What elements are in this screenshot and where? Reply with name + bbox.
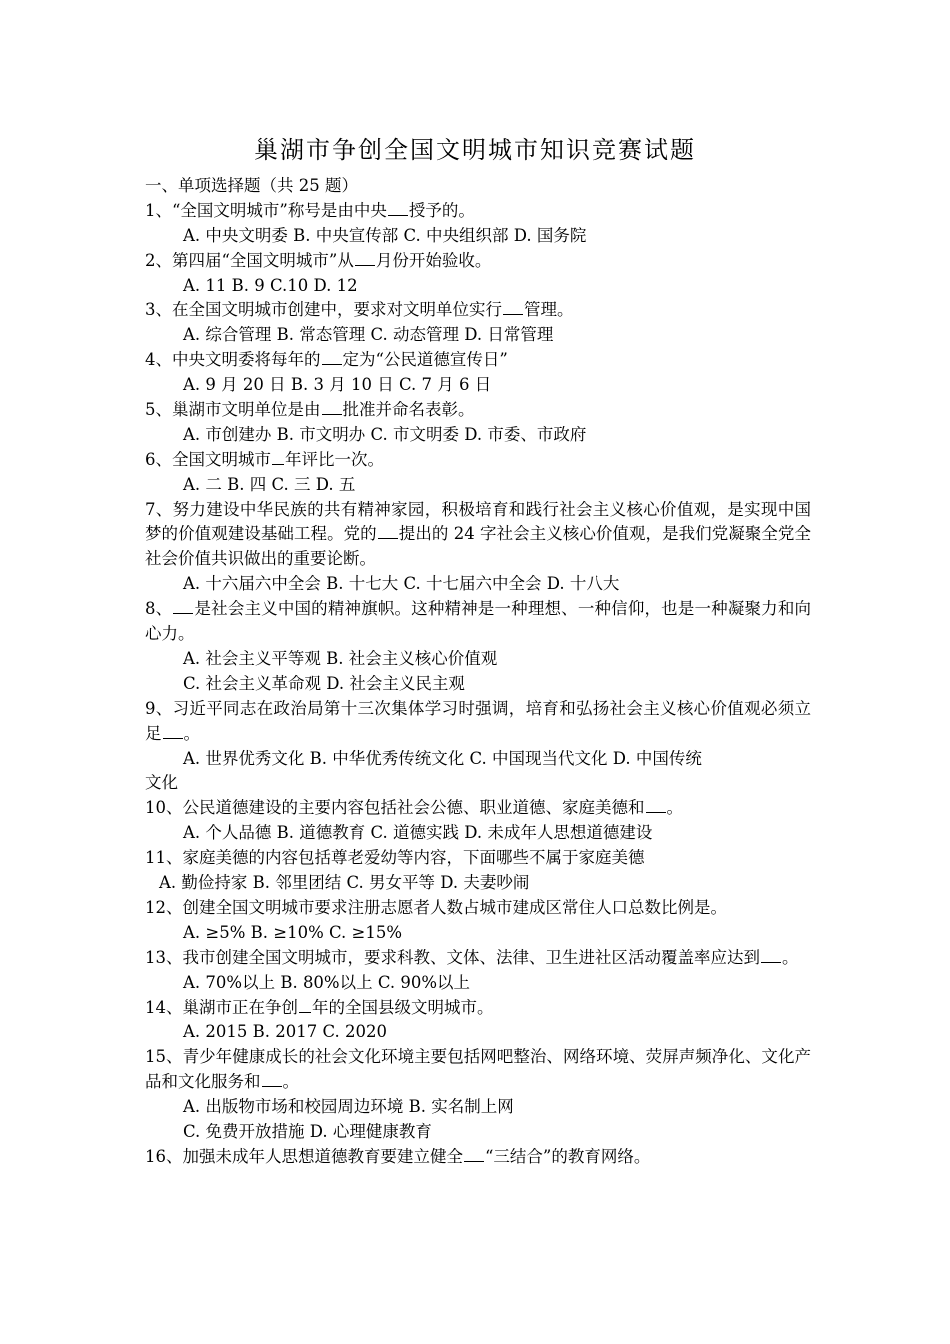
stem-text: 12、创建全国文明城市要求注册志愿者人数占城市建成区常住人口总数比例是 bbox=[145, 897, 711, 917]
stem-text: 定为“公民道德宣传日” bbox=[342, 350, 508, 370]
answer-blank bbox=[761, 948, 781, 963]
stem-text: 月份开始验收。 bbox=[375, 250, 492, 270]
stem-text: 2、第四届“全国文明城市”从 bbox=[145, 250, 354, 270]
question-options: A. 2015 B. 2017 C. 2020 bbox=[183, 1022, 388, 1042]
stem-text: 13、我市创建全国文明城市，要求科教、文体、法律、卫生进社区活动覆盖率应达到 bbox=[145, 947, 760, 967]
question-stem bbox=[145, 996, 811, 1021]
stem-text: 10、公民道德建设的主要内容包括社会公德、职业道德、家庭美德和 bbox=[145, 798, 645, 818]
answer-blank bbox=[464, 1147, 484, 1162]
question-options: A. 综合管理 B. 常态管理 C. 动态管理 D. 日常管理 bbox=[183, 325, 554, 345]
stem-text: 批准并命名表彰。 bbox=[342, 400, 475, 420]
question-options: A. 11 B. 9 C.10 D. 12 bbox=[183, 275, 358, 295]
question-options: C. 免费开放措施 D. 心理健康教育 bbox=[183, 1122, 432, 1142]
question-stem bbox=[145, 946, 811, 971]
question-stem bbox=[145, 348, 811, 373]
question-options: A. 中央文明委 B. 中央宣传部 C. 中央组织部 D. 国务院 bbox=[183, 225, 587, 245]
stem-text: 5、巢湖市文明单位是由 bbox=[145, 400, 321, 420]
stem-text: 4、中央文明委将每年的 bbox=[145, 350, 321, 370]
section-heading: 一、单项选择题（共 25 题） bbox=[145, 176, 358, 195]
answer-blank bbox=[322, 400, 342, 415]
stem-text: 。 bbox=[183, 723, 200, 743]
stem-text: 9、习近平同志在政治局第十三次集体学习时强调，培育和弘扬社会主义核心价值观必须立足 bbox=[145, 698, 811, 743]
question-stem bbox=[145, 498, 811, 573]
question-stem bbox=[145, 448, 811, 473]
answer-blank bbox=[272, 450, 284, 465]
stem-text: 7、努力建设中华民族的共有精神家园，积极培育和践行社会主义核心价值观，是实现中国梦的价值观建设基础工程。党的 bbox=[145, 499, 811, 544]
stem-text: 。 bbox=[282, 1072, 299, 1092]
question-options: A. 二 B. 四 C. 三 D. 五 bbox=[183, 474, 356, 494]
question-options: A. 十六届六中全会 B. 十七大 C. 十七届六中全会 D. 十八大 bbox=[183, 574, 620, 594]
question-options: A. 70%以上 B. 80%以上 C. 90%以上 bbox=[183, 972, 471, 992]
question-list bbox=[145, 174, 811, 1170]
stem-text: 管理。 bbox=[524, 300, 574, 320]
question-options: A. 世界优秀文化 B. 中华优秀传统文化 C. 中国现当代文化 D. 中国传统 bbox=[183, 748, 702, 768]
question-options-continued: 文化 bbox=[145, 773, 178, 793]
question-stem bbox=[145, 298, 811, 323]
question-stem bbox=[145, 796, 811, 821]
stem-text: 年评比一次。 bbox=[285, 449, 384, 469]
answer-blank bbox=[388, 201, 408, 216]
stem-text: 。 bbox=[710, 897, 727, 917]
question-stem bbox=[145, 896, 811, 921]
question-stem bbox=[145, 697, 811, 747]
stem-text: 15、青少年健康成长的社会文化环境主要包括网吧整治、网络环境、荧屏声频净化、文化产品和文化服务和 bbox=[145, 1047, 811, 1092]
question-options: A. 出版物市场和校园周边环境 B. 实名制上网 bbox=[183, 1097, 514, 1117]
stem-text: “三结合”的教育网络。 bbox=[485, 1146, 651, 1166]
question-options: A. 个人品德 B. 道德教育 C. 道德实践 D. 未成年人思想道德建设 bbox=[183, 823, 653, 843]
answer-blank bbox=[646, 798, 666, 813]
stem-text: 8、 bbox=[145, 599, 173, 619]
question-options: A. ≥5% B. ≥10% C. ≥15% bbox=[183, 922, 403, 942]
question-options: A. 9 月 20 日 B. 3 月 10 日 C. 7 月 6 日 bbox=[183, 375, 492, 395]
answer-blank bbox=[322, 350, 342, 365]
stem-text: 6、全国文明城市 bbox=[145, 449, 271, 469]
stem-text: 1、“全国文明城市”称号是由中央 bbox=[145, 200, 387, 220]
answer-blank bbox=[355, 251, 375, 266]
answer-blank bbox=[163, 724, 183, 739]
question-options: A. 市创建办 B. 市文明办 C. 市文明委 D. 市委、市政府 bbox=[183, 424, 587, 444]
question-stem bbox=[145, 597, 811, 647]
stem-text: 11、家庭美德的内容包括尊老爱幼等内容，下面哪些不属于家庭美德 bbox=[145, 848, 645, 868]
stem-text: 年的全国县级文明城市。 bbox=[312, 997, 494, 1017]
stem-text: 3、在全国文明城市创建中，要求对文明单位实行 bbox=[145, 300, 502, 320]
question-stem bbox=[145, 1145, 811, 1170]
question-options: C. 社会主义革命观 D. 社会主义民主观 bbox=[183, 673, 465, 693]
stem-text: 14、巢湖市正在争创 bbox=[145, 997, 298, 1017]
stem-text: 。 bbox=[666, 798, 683, 818]
question-options: A. 勤俭持家 B. 邻里团结 C. 男女平等 D. 夫妻吵闹 bbox=[159, 873, 530, 893]
question-stem bbox=[145, 199, 811, 224]
answer-blank bbox=[378, 524, 398, 539]
page-title: 巢湖市争创全国文明城市知识竞赛试题 bbox=[254, 136, 696, 164]
stem-text: 16、加强未成年人思想道德教育要建立健全 bbox=[145, 1146, 463, 1166]
answer-blank bbox=[173, 599, 193, 614]
question-stem bbox=[145, 1045, 811, 1095]
question-options: A. 社会主义平等观 B. 社会主义核心价值观 bbox=[183, 649, 498, 668]
stem-text: 授予的。 bbox=[408, 200, 475, 220]
stem-text: 。 bbox=[782, 947, 799, 967]
stem-text: 提出的 24 字社会主义核心价值观，是我们党凝聚全党全社会价值共识做出的重要论断。 bbox=[145, 524, 811, 569]
answer-blank bbox=[503, 300, 523, 315]
question-stem bbox=[145, 398, 811, 423]
answer-blank bbox=[299, 998, 311, 1013]
stem-text: 是社会主义中国的精神旗帜。这种精神是一种理想、一种信仰，也是一种凝聚力和向心力。 bbox=[145, 599, 812, 644]
question-stem bbox=[145, 846, 811, 871]
answer-blank bbox=[262, 1072, 282, 1087]
question-stem bbox=[145, 249, 811, 274]
